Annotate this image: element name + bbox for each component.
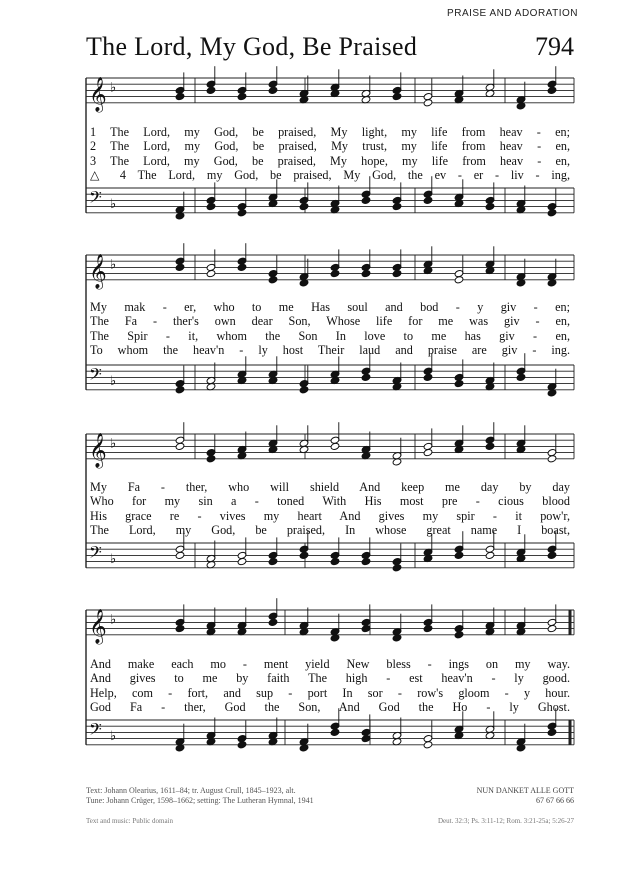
scripture-refs: Deut. 32:3; Ps. 3:11-12; Rom. 3:21-25a; 5:26-27 xyxy=(437,817,574,825)
svg-text:𝄞: 𝄞 xyxy=(89,254,107,290)
svg-text:𝄞: 𝄞 xyxy=(89,77,107,113)
svg-text:♭: ♭ xyxy=(110,196,117,212)
tune-name: NUN DANKET ALLE GOTT xyxy=(476,786,574,795)
lyric-line: To whom the heav'n - ly host Their laud and praise are giv - ing. xyxy=(90,342,570,357)
lyric-line: △ 4 The Lord, my God, be praised, My God, the ev - er - liv - ing, xyxy=(90,167,570,182)
svg-text:𝄢: 𝄢 xyxy=(89,541,102,566)
lyric-line: The Fa - ther's own dear Son, Whose life for me was giv - en, xyxy=(90,314,570,329)
svg-text:♭: ♭ xyxy=(110,257,117,273)
hymn-title: The Lord, My God, Be Praised xyxy=(86,32,418,61)
lyric-line: The Lord, my God, be praised, In whose great name I boast, xyxy=(90,522,570,537)
svg-text:♭: ♭ xyxy=(110,373,117,389)
svg-text:𝄞: 𝄞 xyxy=(89,433,107,469)
credits xyxy=(86,786,386,806)
lyric-line: The Spir - it, whom the Son In love to me has giv - en, xyxy=(90,328,570,343)
lyrics-system-4 xyxy=(90,657,570,714)
copyright-note: Text and music: Public domain xyxy=(86,817,173,825)
hymn-number: 794 xyxy=(535,32,574,61)
svg-text:♭: ♭ xyxy=(110,612,117,628)
lyric-line: And gives to me by faith The high - est heav'n - ly good. xyxy=(90,671,570,686)
section-label: PRAISE AND ADORATION xyxy=(447,8,578,19)
text-credit: Text: Johann Olearius, 1611–84; tr. August Crull, 1845–1923, alt. xyxy=(86,786,296,795)
lyrics-system-2 xyxy=(90,300,570,357)
lyric-line: And make each mo - ment yield New bless - ings on my way. xyxy=(90,657,570,671)
lyrics-system-1 xyxy=(90,125,570,182)
svg-text:♭: ♭ xyxy=(110,728,117,744)
lyric-line: 2 The Lord, my God, be praised, My trust, my life from heav - en, xyxy=(90,139,570,154)
svg-text:♭: ♭ xyxy=(110,80,117,96)
svg-text:𝄞: 𝄞 xyxy=(89,609,107,645)
svg-text:𝄢: 𝄢 xyxy=(89,363,102,388)
tune-meter: 67 67 66 66 xyxy=(536,796,574,805)
svg-text:♭: ♭ xyxy=(110,551,117,567)
svg-text:𝄢: 𝄢 xyxy=(89,186,102,211)
lyric-line: 3 The Lord, my God, be praised, My hope, my life from heav - en, xyxy=(90,153,570,168)
lyric-line: Help, com - fort, and sup - port In sor - row's gloom - y hour. xyxy=(90,685,570,700)
tune-credit: Tune: Johann Crüger, 1598–1662; setting: The Lutheran Hymnal, 1941 xyxy=(86,796,314,805)
lyrics-system-3 xyxy=(90,480,570,537)
lyric-line: God Fa - ther, God the Son, And God the Ho - ly Ghost. xyxy=(90,699,570,714)
tune-info xyxy=(477,786,574,806)
lyric-line: My Fa - ther, who will shield And keep me day by day xyxy=(90,480,570,494)
lyric-line: My mak - er, who to me Has soul and bod - y giv - en; xyxy=(90,300,570,314)
lyric-line: Who for my sin a - toned With His most pre - cious blood xyxy=(90,494,570,509)
svg-text:♭: ♭ xyxy=(110,436,117,452)
lyric-line: 1 The Lord, my God, be praised, My light, my life from heav - en; xyxy=(90,125,570,139)
svg-text:𝄢: 𝄢 xyxy=(89,718,102,743)
lyric-line: His grace re - vives my heart And gives my spir - it pow'r, xyxy=(90,508,570,523)
